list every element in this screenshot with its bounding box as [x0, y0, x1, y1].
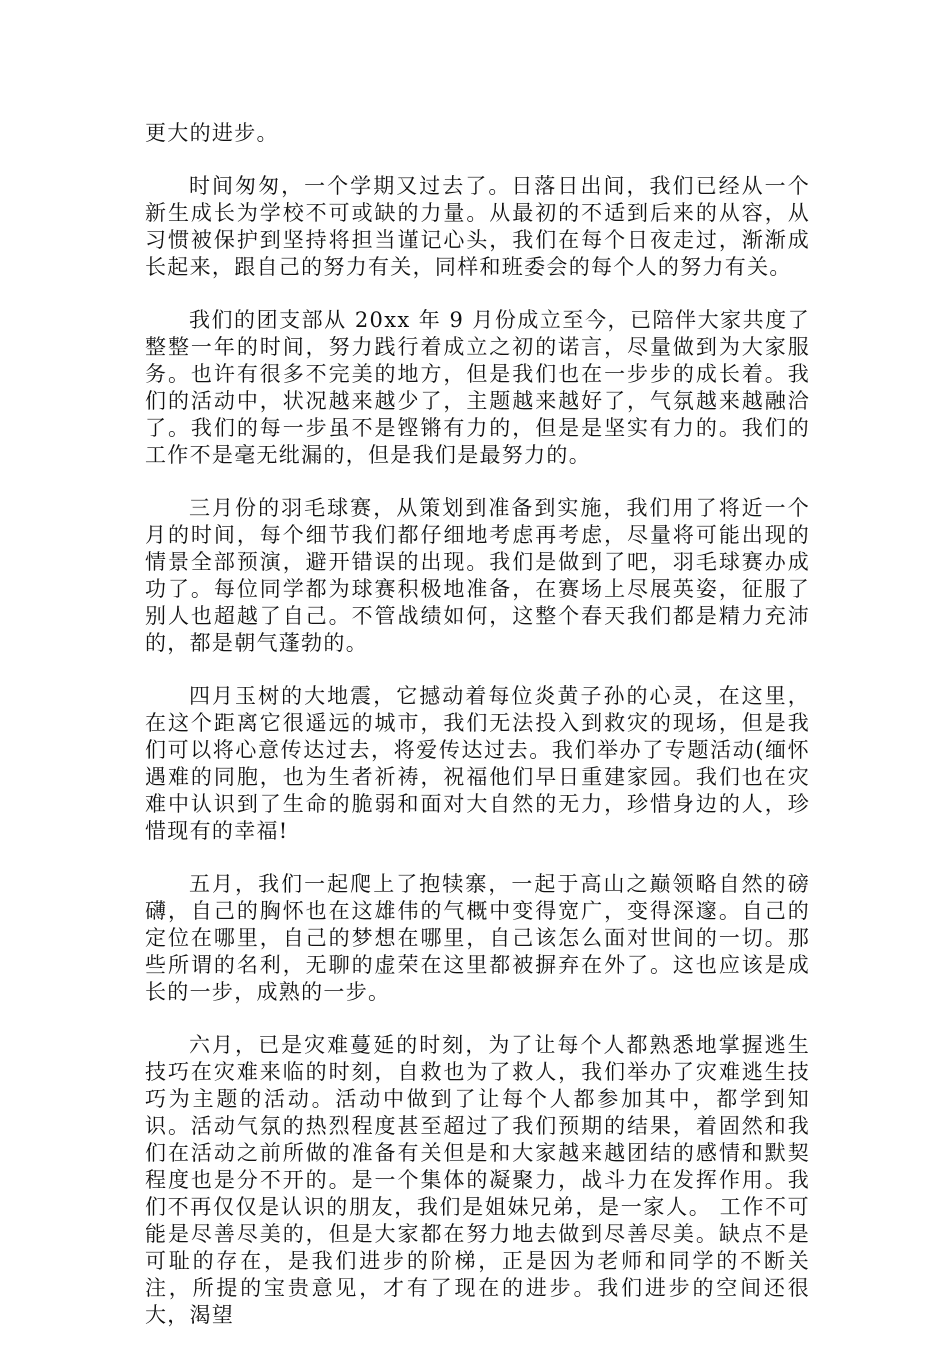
paragraph-disaster-drill: 六月，已是灾难蔓延的时刻，为了让每个人都熟悉地掌握逃生技巧在灾难来临的时刻，自救也为了救人，我们举办了灾难逃生技巧为主题的活动。活动中做到了让每个人都参加其中，都学到知识。活动气氛的热烈程度甚至超过了我们预期的结果，着固然和我们在活动之前所做的准备有关但是和大家越来越团结的感情和默契程度也是分不开的。是一个集体的凝聚力，战斗力在发挥作用。我们不再仅仅是认识的朋友，我们是姐妹兄弟，是一家人。 工作不可能是尽善尽美的，但是大家都在努力地去做到尽善尽美。缺点不是可耻的存在，是我们进步的阶梯，正是因为老师和同学的不断关注，所提的宝贵意见，才有了现在的进步。我们进步的空间还很大，渴望 — [145, 1033, 810, 1327]
paragraph-league-branch: 我们的团支部从 20xx 年 9 月份成立至今，已陪伴大家共度了整整一年的时间，努力践行着成立之初的诺言，尽量做到为大家服务。也许有很多不完美的地方，但是我们也在一步步的成长着。我们的活动中，状况越来越少了，主题越来越好了，气氛越来越融洽了。我们的每一步虽不是铿锵有力的，但是是坚实有力的。我们的工作不是毫无纰漏的，但是我们是最努力的。 — [145, 308, 810, 467]
paragraph-mountain-climb: 五月，我们一起爬上了抱犊寨，一起于高山之巅领略自然的磅礴，自己的胸怀也在这雄伟的气概中变得宽广，变得深邃。自己的定位在哪里，自己的梦想在哪里，自己该怎么面对世间的一切。那些所谓的名利，无聊的虚荣在这里都被摒弃在外了。这也应该是成长的一步，成熟的一步。 — [145, 872, 810, 1004]
paragraph-yushu-earthquake: 四月玉树的大地震，它撼动着每位炎黄子孙的心灵，在这里，在这个距离它很遥远的城市，我们无法投入到救灾的现场，但是我们可以将心意传达过去，将爱传达过去。我们举办了专题活动(缅怀遇难的同胞，也为生者祈祷，祝福他们早日重建家园。我们也在灾难中认识到了生命的脆弱和面对大自然的无力，珍惜身边的人，珍惜现有的幸福! — [145, 684, 810, 843]
paragraph-badminton-match: 三月份的羽毛球赛，从策划到准备到实施，我们用了将近一个月的时间，每个细节我们都仔细地考虑再考虑，尽量将可能出现的情景全部预演，避开错误的出现。我们是做到了吧，羽毛球赛办成功了。每位同学都为球赛积极地准备，在赛场上尽展英姿，征服了别人也超越了自己。不管战绩如何，这整个春天我们都是精力充沛的，都是朝气蓬勃的。 — [145, 496, 810, 655]
document-body — [145, 120, 810, 1355]
paragraph-continuation: 更大的进步。 — [145, 121, 279, 145]
paragraph-semester-summary: 时间匆匆，一个学期又过去了。日落日出间，我们已经从一个新生成长为学校不可或缺的力量。从最初的不适到后来的从容，从习惯被保护到坚持将担当谨记心头，我们在每个日夜走过，渐渐成长起来，跟自己的努力有关，同样和班委会的每个人的努力有关。 — [145, 174, 810, 279]
